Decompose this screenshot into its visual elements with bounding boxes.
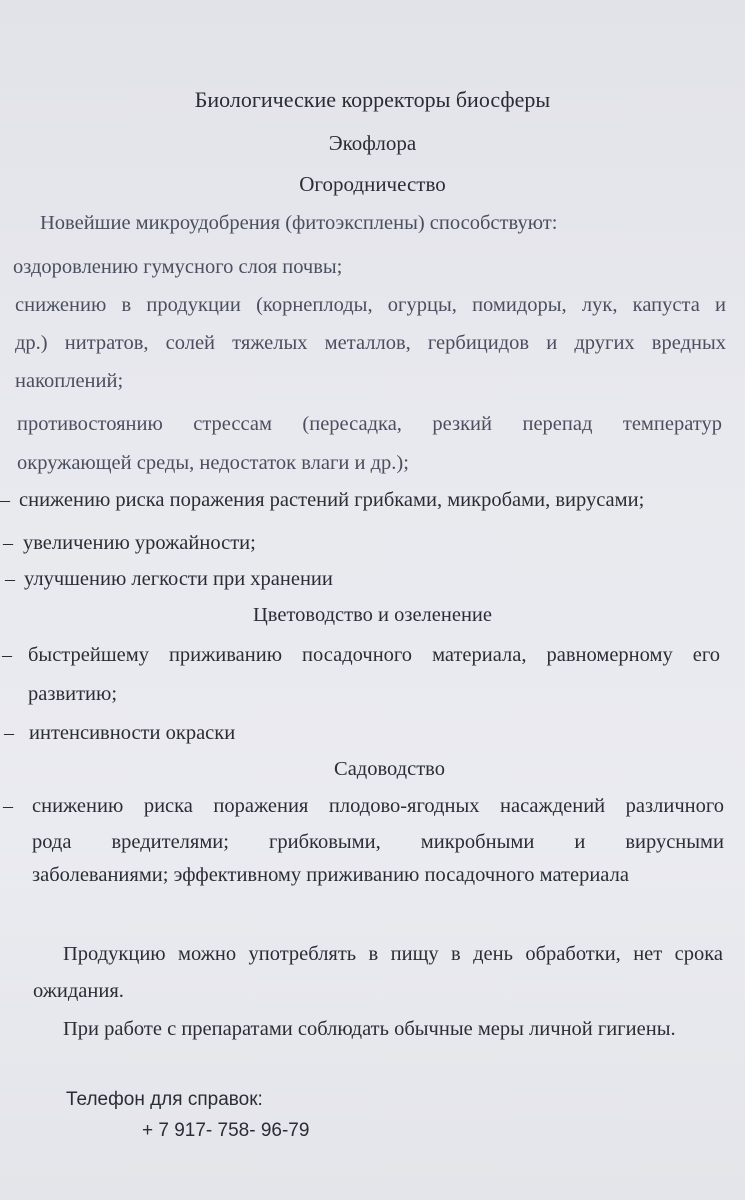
list-item-continuation: накоплений; [15,370,124,392]
note-text: Продукцию можно употреблять в пищу в день обработки, нет срока [63,943,723,965]
list-item: снижению риска поражения растений грибками, микробами, вирусами; [19,489,645,511]
list-item: противостоянию стрессам (пересадка, резкий перепад температур [17,413,722,435]
list-item: увеличению урожайности; [23,532,256,554]
list-item: снижению в продукции (корнеплоды, огурцы, помидоры, лук, капуста и [15,294,726,316]
list-dash: – [2,644,12,666]
phone-number: + 7 917- 758- 96-79 [142,1120,310,1141]
list-dash: – [3,532,13,554]
document-title: Биологические корректоры биосферы [194,87,551,112]
list-dash: – [5,568,15,590]
list-item: улучшению легкости при хранении [24,568,333,590]
list-item-continuation: др.) нитратов, солей тяжелых металлов, гербицидов и других вредных [15,332,726,354]
note-text-continuation: ожидания. [33,980,124,1002]
list-item: интенсивности окраски [29,722,236,744]
list-dash: – [3,795,13,817]
list-item: снижению риска поражения плодово-ягодных насаждений различного [32,795,724,817]
section-heading-floriculture: Цветоводство и озеленение [253,604,492,626]
list-item: оздоровлению гумусного слоя почвы; [13,256,343,278]
section-heading-gardening: Огородничество [299,172,446,196]
phone-label: Телефон для справок: [66,1089,263,1110]
section-heading-horticulture: Садоводство [334,758,445,780]
intro-text: Новейшие микроудобрения (фитоэксплены) способствуют: [40,212,558,234]
list-dash: – [0,489,10,511]
note-text: При работе с препаратами соблюдать обычные меры личной гигиены. [63,1018,676,1040]
list-dash: – [4,722,14,744]
list-item: быстрейшему приживанию посадочного материала, равномерному его [28,644,720,666]
brand-name: Экофлора [328,131,417,155]
list-item-continuation: развитию; [28,683,118,705]
list-item-continuation: рода вредителями; грибковыми, микробными и вирусными [32,831,724,853]
list-item-continuation: заболеваниями; эффективному приживанию посадочного материала [32,864,629,886]
list-item-continuation: окружающей среды, недостаток влаги и др.); [17,452,409,474]
